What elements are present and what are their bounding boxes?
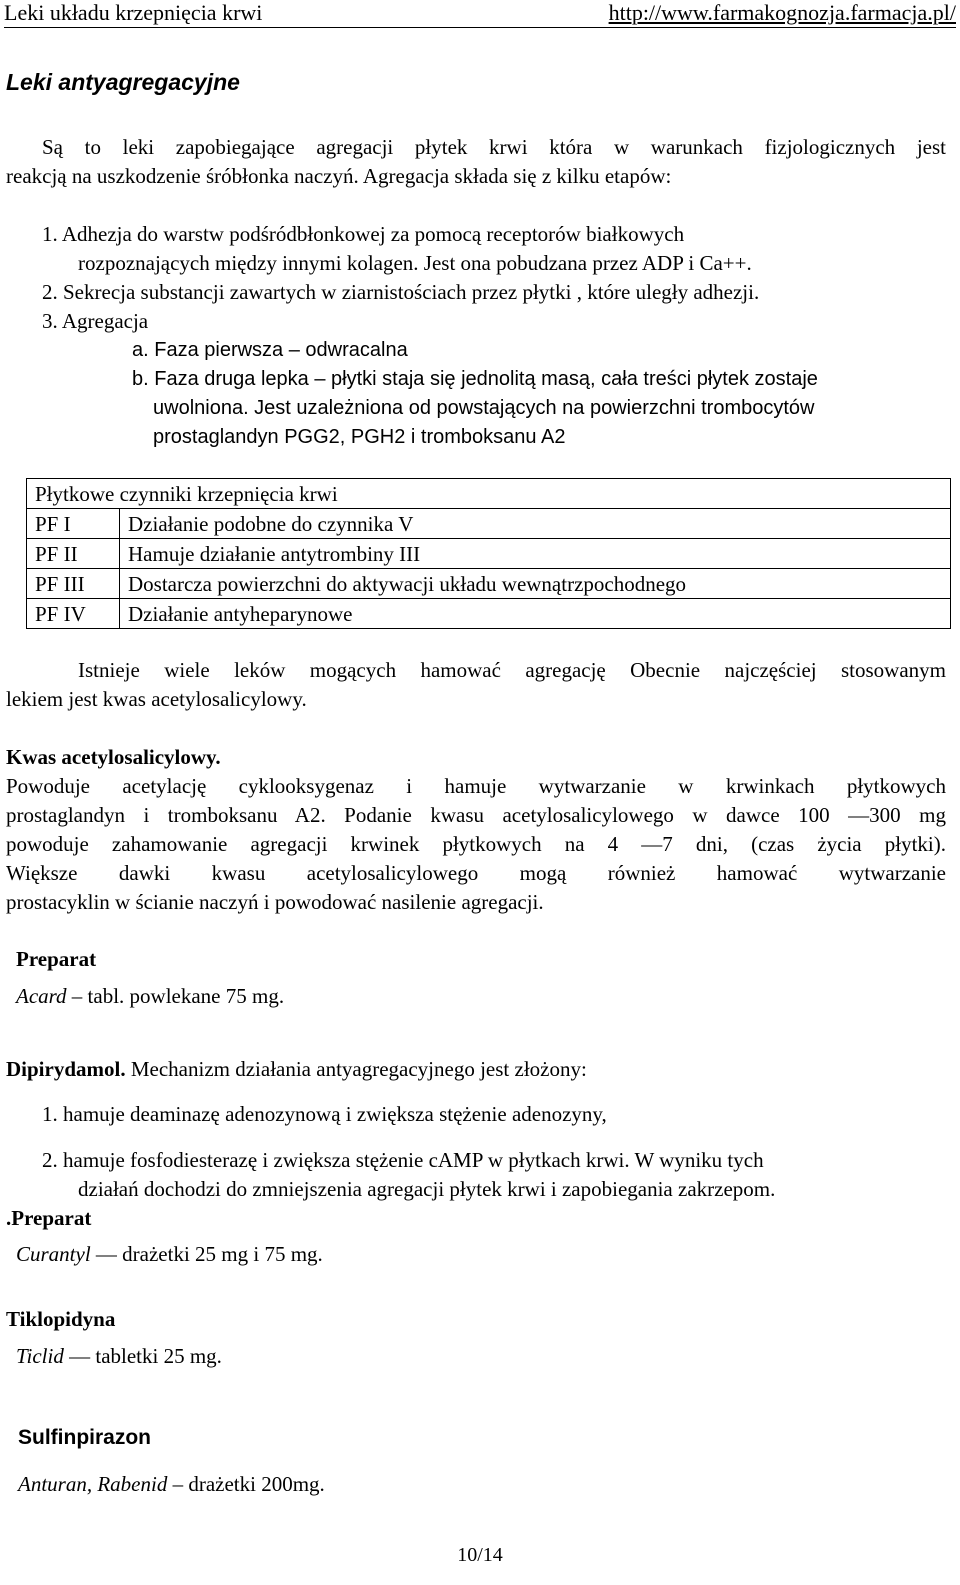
note-line-1: Istnieje wiele leków mogących hamować agregację Obecnie najczęściej stosowanym [78, 658, 946, 682]
kwas-line-5: prostacyklin w ścianie naczyń i powodować nasilenie agregacji. [6, 890, 544, 914]
step-1-line-1: 1. Adhezja do warstw podśródbłonkowej za pomocą receptorów białkowych [42, 222, 685, 246]
page-number: 10/14 [457, 1544, 503, 1566]
dipirydamol-line [6, 1055, 587, 1083]
preparat-curantyl [16, 1240, 323, 1268]
preparat-acard [16, 982, 284, 1010]
preparat-ticlid [16, 1342, 222, 1370]
factor-code: PF III [27, 569, 120, 599]
step-3b-line-1: b. Faza druga lepka – płytki staja się jednolitą masą, cała treści płytek zostaje [132, 368, 818, 390]
drug-desc: – tabl. powlekane 75 mg. [66, 984, 285, 1008]
dipirydamol-heading: Dipirydamol. [6, 1057, 126, 1081]
header-url-link[interactable]: http://www.farmakognozja.farmacja.pl/ [608, 0, 956, 25]
preparat-heading: Preparat [16, 947, 97, 971]
intro-line-1: Są to leki zapobiegające agregacji płytek krwi która w warunkach fizjologicznych jest [42, 135, 946, 159]
step-3: 3. Agregacja [42, 309, 149, 333]
preparat-heading-2: .Preparat [6, 1206, 92, 1230]
table-row [27, 599, 951, 629]
step-3b-line-3: prostaglandyn PGG2, PGH2 i tromboksanu A2 [153, 426, 566, 448]
intro-line-2: reakcją na uszkodzenie śróbłonka naczyń. Agregacja składa się z kilku etapów: [6, 164, 672, 188]
table-title-row [27, 479, 951, 509]
table-row [27, 539, 951, 569]
factor-code: PF IV [27, 599, 120, 629]
tiklopidyna-heading: Tiklopidyna [6, 1307, 116, 1331]
kwas-line-1: Powoduje acetylację cyklooksygenaz i hamuje wytwarzanie w krwinkach płytkowych [6, 774, 946, 798]
table-row [27, 509, 951, 539]
dipirydamol-item-2-line-1: 2. hamuje fosfodiesterazę i zwiększa stężenie cAMP w płytkach krwi. W wyniku tych [42, 1148, 764, 1172]
step-3b-line-2: uwolniona. Jest uzależniona od powstających na powierzchni trombocytów [153, 397, 815, 419]
section-title: Leki antyagregacyjne [6, 69, 240, 95]
drug-desc: – drażetki 200mg. [167, 1472, 325, 1496]
dipirydamol-item-2-line-2: działań dochodzi do zmniejszenia agregacji płytek krwi i zapobiegania zakrzepom. [78, 1177, 776, 1201]
factor-desc: Działanie podobne do czynnika V [120, 509, 951, 539]
factor-desc: Hamuje działanie antytrombiny III [120, 539, 951, 569]
factor-code: PF I [27, 509, 120, 539]
header-rule [4, 27, 956, 28]
kwas-line-4: Większe dawki kwasu acetylosalicylowego mogą również hamować wytwarzanie [6, 861, 946, 885]
drug-name: Ticlid [16, 1344, 64, 1368]
drug-desc: — tabletki 25 mg. [63, 1344, 222, 1368]
factor-desc: Dostarcza powierzchni do aktywacji układu wewnątrzpochodnego [120, 569, 951, 599]
platelet-factors-table [26, 478, 951, 629]
drug-name: Curantyl [16, 1242, 91, 1266]
factor-desc: Działanie antyheparynowe [120, 599, 951, 629]
drug-name: Anturan, Rabenid [18, 1472, 168, 1496]
factor-code: PF II [27, 539, 120, 569]
page-header [0, 0, 960, 28]
kwas-heading: Kwas acetylosalicylowy. [6, 745, 221, 769]
kwas-line-3: powoduje zahamowanie agregacji krwinek płytkowych na 4 —7 dni, (czas życia płytki). [6, 832, 946, 856]
note-line-2: lekiem jest kwas acetylosalicylowy. [6, 687, 307, 711]
drug-desc: — drażetki 25 mg i 75 mg. [90, 1242, 323, 1266]
step-1-line-2: rozpoznających między innymi kolagen. Jest ona pobudzana przez ADP i Ca++. [78, 251, 752, 275]
preparat-anturan [18, 1470, 325, 1498]
header-title: Leki układu krzepnięcia krwi [4, 0, 263, 25]
drug-name: Acard [16, 984, 67, 1008]
kwas-line-2: prostaglandyn i tromboksanu A2. Podanie kwasu acetylosalicylowego w dawce 100 —300 mg [6, 803, 946, 827]
table-row [27, 569, 951, 599]
dipirydamol-item-1: 1. hamuje deaminazę adenozynową i zwiększa stężenie adenozyny, [42, 1102, 607, 1126]
sulfinpirazon-heading: Sulfinpirazon [18, 1426, 151, 1449]
step-2: 2. Sekrecja substancji zawartych w ziarnistościach przez płytki , które uległy adhezji. [42, 280, 760, 304]
table-title: Płytkowe czynniki krzepnięcia krwi [27, 479, 951, 509]
dipirydamol-intro: Mechanizm działania antyagregacyjnego jest złożony: [125, 1057, 587, 1081]
step-3a: a. Faza pierwsza – odwracalna [132, 339, 408, 361]
